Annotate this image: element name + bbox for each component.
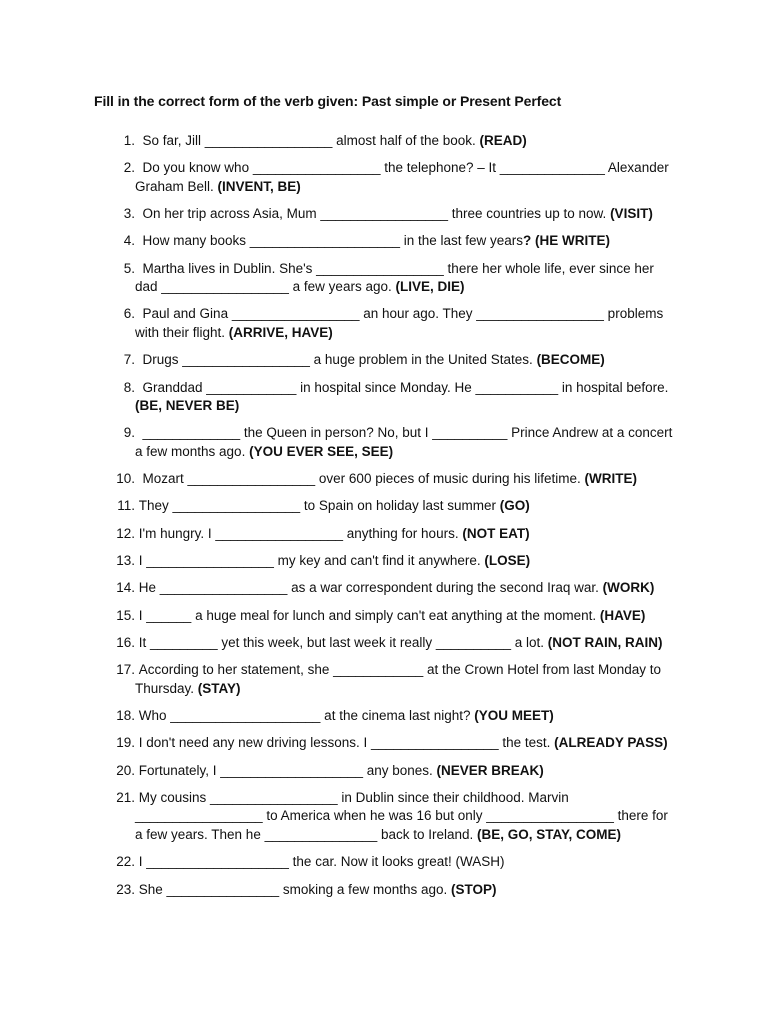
item-hint: (ALREADY PASS)	[554, 735, 668, 751]
item-text	[135, 579, 679, 598]
item-number: 12.	[116, 525, 135, 541]
item-sentence: She _______________ smoking a few months ago.	[138, 881, 451, 897]
exercise-item-15	[107, 607, 679, 626]
item-sentence: Martha lives in Dublin. She's _________________ there her whole life, ever since her dad _________________ a few years ago.	[135, 260, 654, 295]
exercise-item-9	[107, 424, 679, 461]
item-number: 10.	[116, 471, 135, 487]
item-sentence: I'm hungry. I _________________ anything for hours.	[138, 525, 463, 541]
item-hint: (STAY)	[197, 680, 241, 696]
item-text	[135, 661, 679, 698]
item-hint: (ARRIVE, HAVE)	[228, 324, 333, 340]
item-text	[135, 205, 679, 224]
item-number: 11.	[117, 498, 135, 514]
exercise-item-6	[107, 305, 679, 342]
item-number: 22.	[116, 854, 135, 870]
item-hint: (HAVE)	[599, 607, 646, 623]
item-text	[135, 159, 679, 196]
item-number: 17.	[116, 662, 135, 678]
item-number: 15.	[116, 607, 135, 623]
item-hint: (BE, GO, STAY, COME)	[477, 826, 622, 842]
item-text	[135, 762, 679, 781]
item-hint: (YOU MEET)	[474, 708, 554, 724]
item-sentence: Fortunately, I ___________________ any bones.	[138, 762, 437, 778]
exercise-item-23	[107, 881, 679, 900]
item-text	[135, 607, 679, 626]
item-sentence: I ___________________ the car. Now it looks great! (WASH)	[138, 854, 505, 870]
exercise-item-12	[107, 525, 679, 544]
item-number: 13.	[116, 553, 135, 569]
item-text	[135, 707, 679, 726]
item-text	[135, 305, 679, 342]
exercise-item-2	[107, 159, 679, 196]
item-hint: (LOSE)	[484, 553, 531, 569]
exercise-item-20	[107, 762, 679, 781]
item-hint: (NOT EAT)	[462, 525, 530, 541]
exercise-item-18	[107, 707, 679, 726]
exercise-list	[107, 132, 679, 908]
item-sentence: Who ____________________ at the cinema last night?	[138, 708, 475, 724]
item-number: 20.	[116, 762, 135, 778]
item-hint: (STOP)	[451, 881, 497, 897]
item-text	[135, 379, 679, 416]
exercise-item-16	[107, 634, 679, 653]
exercise-item-10	[107, 470, 679, 489]
item-sentence: He _________________ as a war correspondent during the second Iraq war.	[138, 580, 603, 596]
item-sentence: Granddad ____________ in hospital since Monday. He ___________ in hospital before.	[142, 379, 669, 395]
item-hint: (GO)	[499, 498, 530, 514]
item-hint: (READ)	[479, 133, 527, 148]
item-hint: (BE, NEVER BE)	[135, 398, 240, 414]
item-hint: (WRITE)	[584, 471, 638, 487]
item-number: 1.	[123, 133, 135, 148]
item-sentence: On her trip across Asia, Mum _________________ three countries up to now.	[142, 206, 611, 222]
exercise-item-19	[107, 734, 679, 753]
item-text	[135, 132, 679, 151]
item-sentence: My cousins _________________ in Dublin since their childhood. Marvin _________________ to America when he was 16 but only _________________ there for a few years. Then he _______________ back to Ireland.	[135, 789, 668, 842]
item-sentence: I _________________ my key and can't find it anywhere.	[138, 553, 485, 569]
item-text	[135, 260, 679, 297]
item-sentence: It _________ yet this week, but last week it really __________ a lot.	[138, 634, 548, 650]
item-text	[135, 232, 679, 251]
exercise-item-3	[107, 205, 679, 224]
item-text	[135, 881, 679, 900]
item-sentence: I don't need any new driving lessons. I _________________ the test.	[138, 735, 555, 751]
item-text	[135, 789, 679, 845]
item-hint: ? (HE WRITE)	[523, 233, 611, 249]
item-hint: (NOT RAIN, RAIN)	[547, 634, 663, 650]
item-number: 9.	[123, 425, 135, 441]
item-text	[135, 351, 679, 370]
exercise-item-21	[107, 789, 679, 845]
worksheet-title: Fill in the correct form of the verb given: Past simple or Present Perfect	[94, 93, 562, 109]
exercise-item-14	[107, 579, 679, 598]
exercise-item-13	[107, 552, 679, 571]
item-hint: (NEVER BREAK)	[436, 762, 544, 778]
exercise-item-17	[107, 661, 679, 698]
item-number: 21.	[116, 789, 135, 805]
item-sentence: I ______ a huge meal for lunch and simply can't eat anything at the moment.	[138, 607, 600, 623]
item-number: 16.	[116, 634, 135, 650]
item-text	[135, 525, 679, 544]
item-hint: (WORK)	[602, 580, 655, 596]
exercise-item-5	[107, 260, 679, 297]
item-number: 23.	[116, 881, 135, 897]
item-text	[135, 470, 679, 489]
exercise-item-1	[107, 132, 679, 151]
item-sentence: According to her statement, she ____________ at the Crown Hotel from last Monday to Thursday.	[135, 662, 662, 696]
item-number: 7.	[123, 352, 135, 368]
item-hint: (VISIT)	[610, 206, 653, 222]
item-number: 14.	[116, 580, 135, 596]
item-hint: (INVENT, BE)	[217, 178, 301, 194]
item-hint: (YOU EVER SEE, SEE)	[249, 443, 394, 459]
item-number: 4.	[123, 233, 135, 249]
item-hint: (LIVE, DIE)	[395, 279, 465, 295]
exercise-item-22	[107, 853, 679, 872]
exercise-item-11	[107, 497, 679, 516]
item-number: 2.	[123, 160, 135, 176]
item-text	[135, 734, 679, 753]
item-sentence: Do you know who _________________ the telephone? – It ______________ Alexander Graham Bell.	[135, 160, 669, 194]
item-text	[135, 853, 679, 872]
item-text	[135, 497, 679, 516]
item-sentence: So far, Jill _________________ almost half of the book.	[142, 133, 480, 148]
item-number: 3.	[123, 206, 135, 222]
item-number: 5.	[123, 260, 135, 276]
exercise-item-8	[107, 379, 679, 416]
item-number: 19.	[116, 735, 135, 751]
item-sentence: Drugs _________________ a huge problem in the United States.	[142, 352, 537, 368]
item-number: 8.	[123, 379, 135, 395]
item-hint: (BECOME)	[536, 352, 605, 368]
item-text	[135, 634, 679, 653]
exercise-item-7	[107, 351, 679, 370]
exercise-item-4	[107, 232, 679, 251]
item-sentence: _____________ the Queen in person? No, but I __________ Prince Andrew at a concert a few months ago.	[135, 425, 673, 459]
item-text	[135, 552, 679, 571]
item-sentence: How many books ____________________ in the last few years	[142, 233, 524, 249]
item-number: 6.	[123, 306, 135, 322]
item-sentence: Mozart _________________ over 600 pieces of music during his lifetime.	[142, 471, 585, 487]
item-sentence: They _________________ to Spain on holiday last summer	[138, 498, 500, 514]
item-text	[135, 424, 679, 461]
item-number: 18.	[116, 708, 135, 724]
item-sentence: Paul and Gina _________________ an hour ago. They _________________ problems with their flight.	[135, 306, 664, 340]
